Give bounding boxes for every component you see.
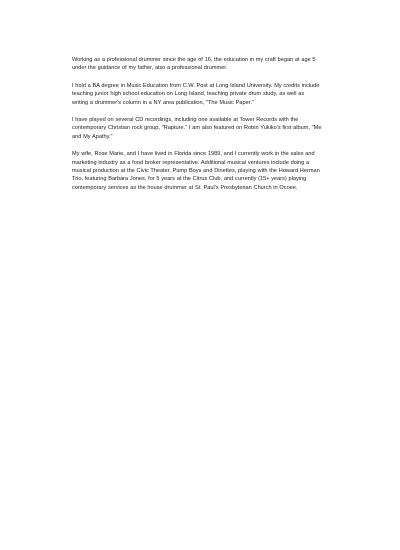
paragraph-current-work: My wife, Rose Marie, and I have lived in Florida since 1989, and I currently work in the sales and marketing industry as a food broker representative. Additional musical ventures include doing a musical production at the Civic Theater, Pump Boys and Dinettes, playing with the Howard Herman Trio, featuring Barbara Jones, for 5 years at the Citrus Club, and currently (15+ years) playing contemporary services as the house drummer at St. Paul's Presbyterian Church in Ocoee. [72,151,320,191]
paragraph-early-training: Working as a professional drummer since the age of 16, the education in my craft began at age 5 under the guidance of my father, also a professional drummer. [72,57,316,72]
biography-text [72,56,322,201]
paragraph-recordings: I have played on several CD recordings, including one available at Tower Records with the contemporary Christian rock group, "Rapture." I am also featured on Robin Yukiko's first album, "Me and My Apathy." [72,117,322,140]
paragraph-education: I hold a BA degree in Music Education from C.W. Post at Long Island University. My credits include teaching junior high school education on Long Island, teaching private drum study, as well as writing a drummer's column in a NY area publication, "The Music Paper." [72,82,320,106]
